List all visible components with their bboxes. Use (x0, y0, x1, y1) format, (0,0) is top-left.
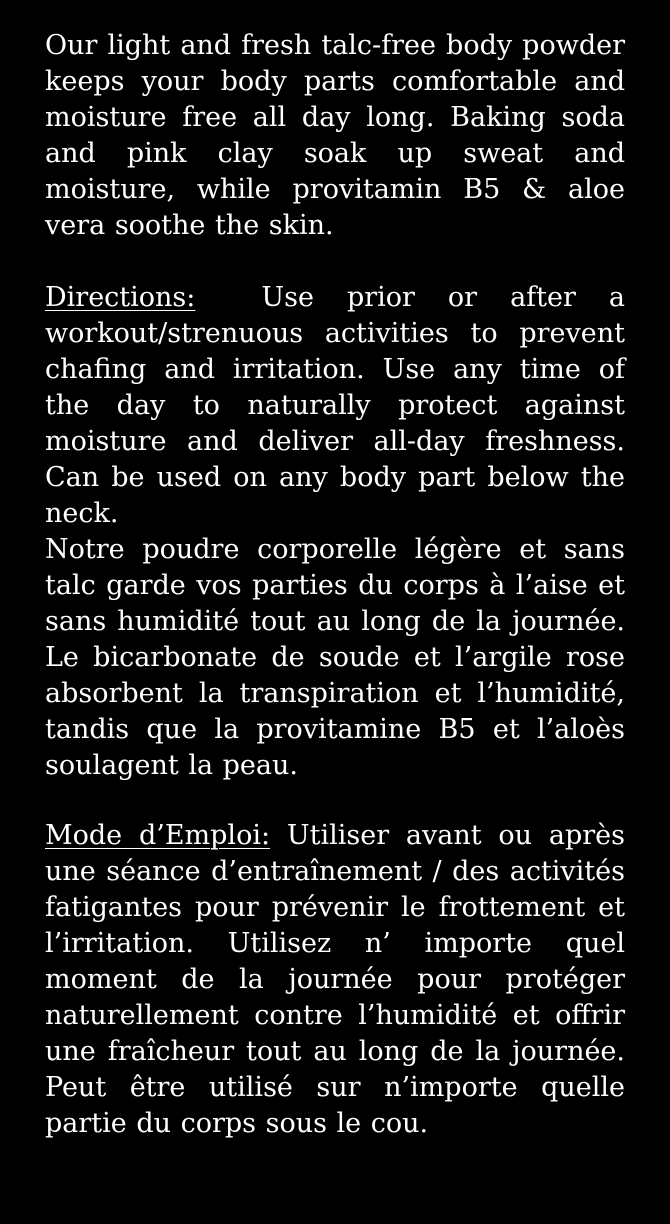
french-directions-text: Utiliser avant ou après une séance d’entraînement / des activités fatigantes pour prévenir le frottement et l’irritation. Utilisez n’ importe quel moment de la journée pour protéger naturellement contre l’humidité et offrir une fraîcheur tout au long de la journée. Peut être utilisé sur n’importe quelle partie du corps sous le cou. (45, 820, 625, 1139)
english-directions-heading: Directions: (45, 282, 196, 313)
english-directions (45, 280, 625, 532)
english-directions-text: Use prior or after a workout/strenuous activities to prevent chafing and irritation. Use any time of the day to naturally protect against moisture and deliver all-day freshness. Can be used on any body part below the neck. (45, 282, 625, 529)
french-directions (45, 818, 625, 1142)
french-directions-heading: Mode d’Emploi: (45, 820, 271, 851)
french-description: Notre poudre corporelle légère et sans talc garde vos parties du corps à l’aise et sans humidité tout au long de la journée. Le bicarbonate de soude et l’argile rose absorbent la transpiration et l’humidité, tandis que la provitamine B5 et l’aloès soulagent la peau. (45, 534, 625, 781)
english-description: Our light and fresh talc-free body powder keeps your body parts comfortable and moisture free all day long. Baking soda and pink clay soak up sweat and moisture, while provitamin B5 & aloe vera soothe the skin. (45, 30, 625, 241)
